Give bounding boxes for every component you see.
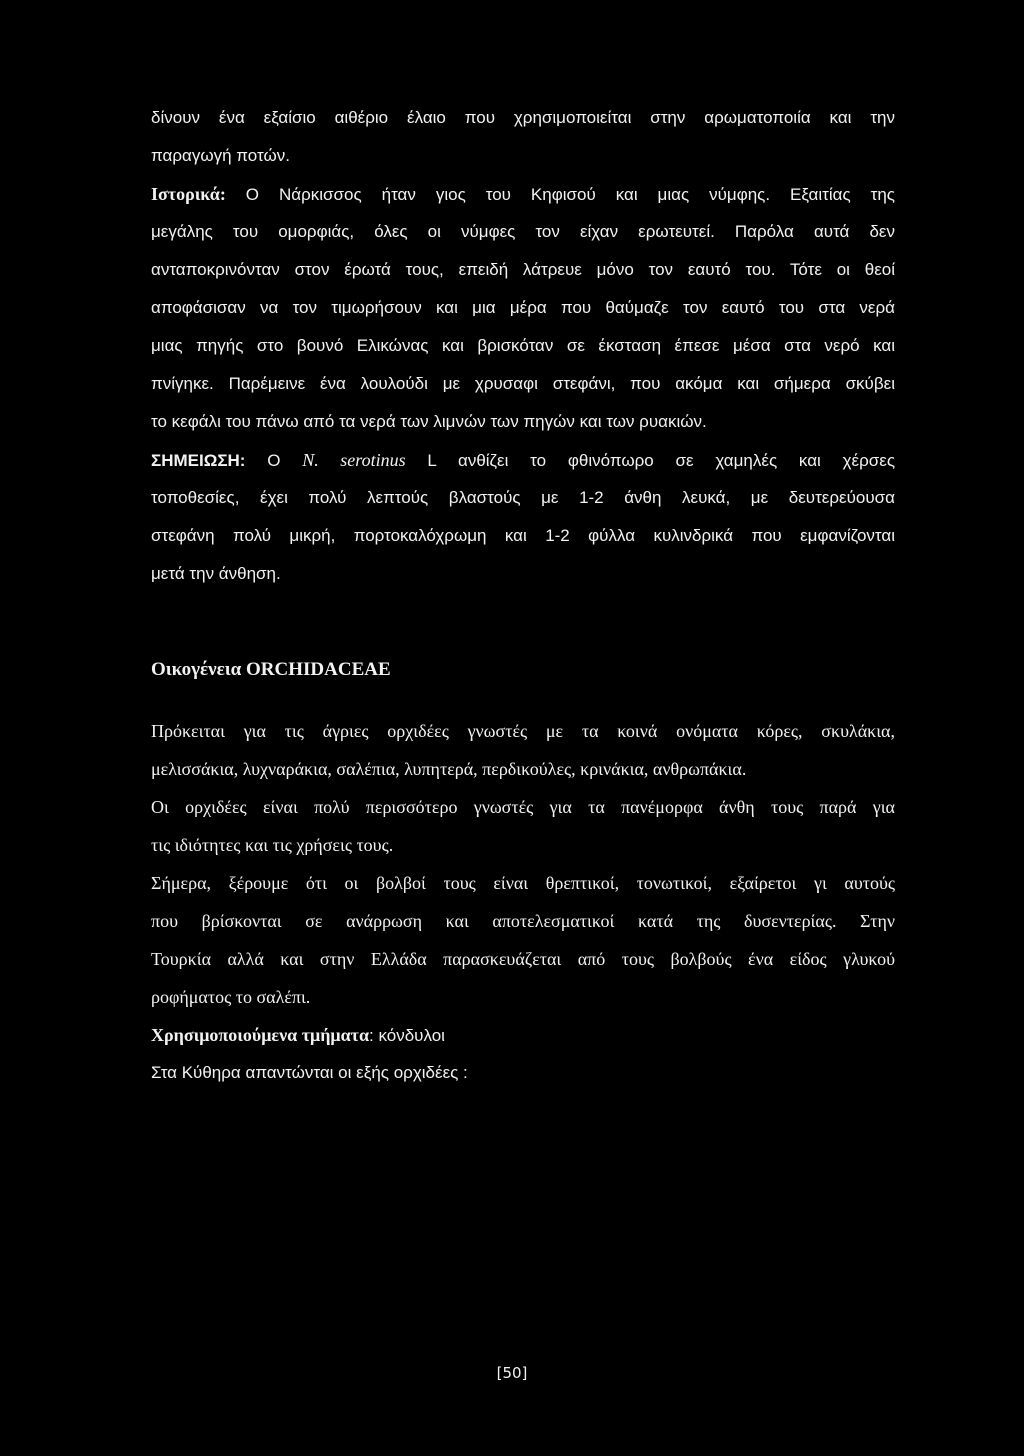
paragraph-line: ροφήματος το σαλέπι. — [151, 987, 311, 1007]
page-number: [50] — [496, 1364, 528, 1382]
history-text: Ο Νάρκισσος ήταν γιος του Κηφισού και μιας νύμφης. Εξαιτίας της — [225, 185, 895, 204]
paragraph-line: παραγωγή ποτών. — [151, 146, 290, 165]
orchid-section — [151, 712, 895, 1092]
paragraph-line: ανταποκρινόνταν στον έρωτά τους, επειδή λάτρευε μόνο τον εαυτό του. Τότε οι θεοί — [151, 260, 895, 279]
paragraph-line: μετά την άνθηση. — [151, 564, 281, 583]
paragraph-line: Πρόκειται για τις άγριες ορχιδέες γνωστές με τα κοινά ονόματα κόρες, σκυλάκια, — [151, 721, 895, 741]
paragraph-line: Οι ορχιδέες είναι πολύ περισσότερο γνωστές για τα πανέμορφα άνθη τους παρά για — [151, 797, 895, 817]
species-name: Ν. serotinus — [302, 450, 406, 470]
paragraph-line: τις ιδιότητες και τις χρήσεις τους. — [151, 835, 394, 855]
paragraph-line: Τουρκία αλλά και στην Ελλάδα παρασκευάζεται από τους βολβούς ένα είδος γλυκού — [151, 949, 895, 969]
paragraph-line: δίνουν ένα εξαίσιο αιθέριο έλαιο που χρησιμοποιείται στην αρωματοποιία και την — [151, 108, 895, 127]
paragraph-line: Στα Κύθηρα απαντώνται οι εξής ορχιδέες : — [151, 1063, 468, 1082]
used-parts-value: : κόνδυλοι — [369, 1026, 445, 1045]
paragraph-line: μεγάλης του ομορφιάς, όλες οι νύμφες τον είχαν ερωτευτεί. Παρόλα αυτά δεν — [151, 222, 895, 241]
note-text: L ανθίζει το φθινόπωρο σε χαμηλές και χέρσες — [405, 451, 895, 470]
paragraph-line: μελισσάκια, λυχναράκια, σαλέπια, λυπητερά, περδικούλες, κρινάκια, ανθρωπάκια. — [151, 759, 747, 779]
paragraph-line: που βρίσκονται σε ανάρρωση και αποτελεσματικοί κατά της δυσεντερίας. Στην — [151, 911, 895, 931]
narcissus-section — [151, 99, 895, 593]
family-heading: Οικογένεια ORCHIDACEAE — [151, 659, 391, 680]
note-label: ΣΗΜΕΙΩΣΗ: — [151, 451, 246, 470]
note-pre: Ο — [245, 451, 303, 470]
paragraph-line: Σήμερα, ξέρουμε ότι οι βολβοί τους είναι θρεπτικοί, τονωτικοί, εξαίρετοι γι αυτούς — [151, 873, 895, 893]
paragraph-line: το κεφάλι του πάνω από τα νερά των λιμνών των πηγών και των ρυακιών. — [151, 412, 707, 431]
paragraph-line: πνίγηκε. Παρέμεινε ένα λουλούδι με χρυσαφι στεφάνι, που ακόμα και σήμερα σκύβει — [151, 374, 895, 393]
used-parts-label: Χρησιμοποιούμενα τμήματα — [151, 1025, 370, 1045]
note-line — [151, 441, 895, 479]
used-parts-line — [151, 1016, 895, 1054]
paragraph-line: στεφάνη πολύ μικρή, πορτοκαλόχρωμη και 1-2 φύλλα κυλινδρικά που εμφανίζονται — [151, 526, 895, 545]
history-line — [151, 175, 895, 213]
history-label: Ιστορικά: — [151, 184, 226, 204]
paragraph-line: μιας πηγής στο βουνό Ελικώνας και βρισκόταν σε έκσταση έπεσε μέσα στα νερό και — [151, 336, 895, 355]
paragraph-line: αποφάσισαν να τον τιμωρήσουν και μια μέρα που θαύμαζε τον εαυτό του στα νερά — [151, 298, 895, 317]
paragraph-line: τοποθεσίες, έχει πολύ λεπτούς βλαστούς με 1-2 άνθη λευκά, με δευτερεύουσα — [151, 488, 895, 507]
